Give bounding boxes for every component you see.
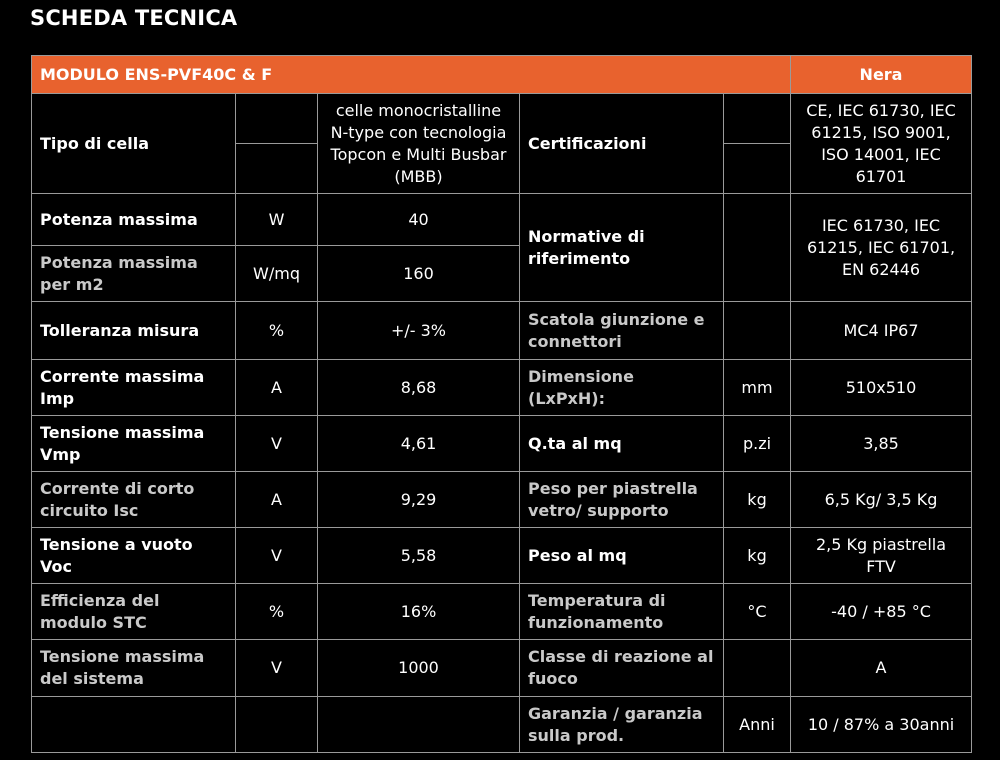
page-title: SCHEDA TECNICA [30,6,238,30]
table-row [32,528,972,584]
weight-per-m2-unit: kg [724,528,791,584]
dimension-value: 510x510 [791,360,972,416]
model-name: MODULO ENS-PVF40C & F [32,56,791,94]
efficiency-unit: % [236,584,318,640]
standards-label: Normative di riferimento [520,194,724,302]
standards-value: IEC 61730, IEC 61215, IEC 61701, EN 62446 [791,194,972,302]
max-current-label: Corrente massima Imp [32,360,236,416]
fire-class-unit [724,640,791,697]
table-row [32,584,972,640]
warranty-value: 10 / 87% a 30anni [791,697,972,753]
tile-weight-unit: kg [724,472,791,528]
empty-cell [236,697,318,753]
short-circuit-label: Corrente di corto circuito Isc [32,472,236,528]
certifications-value: CE, IEC 61730, IEC 61215, ISO 9001, ISO 14001, IEC 61701 [791,94,972,194]
system-voltage-value: 1000 [318,640,520,697]
fire-class-label: Classe di reazione al fuoco [520,640,724,697]
warranty-label: Garanzia / garanzia sulla prod. [520,697,724,753]
empty-cell [32,697,236,753]
system-voltage-label: Tensione massima del sistema [32,640,236,697]
warranty-unit: Anni [724,697,791,753]
power-per-m2-label: Potenza massima per m2 [32,246,236,302]
tolerance-unit: % [236,302,318,360]
fire-class-value: A [791,640,972,697]
empty-cell [318,697,520,753]
cell-type-unit [236,94,318,144]
open-voltage-value: 5,58 [318,528,520,584]
qty-per-m2-value: 3,85 [791,416,972,472]
weight-per-m2-value: 2,5 Kg piastrella FTV [791,528,972,584]
temperature-value: -40 / +85 °C [791,584,972,640]
standards-unit [724,194,791,302]
tolerance-label: Tolleranza misura [32,302,236,360]
table-row [32,302,972,360]
tile-weight-value: 6,5 Kg/ 3,5 Kg [791,472,972,528]
junction-box-label: Scatola giunzione e connettori [520,302,724,360]
cell-type-value: celle monocristalline N-type con tecnologia Topcon e Multi Busbar (MBB) [318,94,520,194]
power-per-m2-unit: W/mq [236,246,318,302]
max-voltage-unit: V [236,416,318,472]
table-row [32,640,972,697]
max-current-value: 8,68 [318,360,520,416]
dimension-unit: mm [724,360,791,416]
spec-table [31,55,972,753]
efficiency-label: Efficienza del modulo STC [32,584,236,640]
certifications-unit-2 [724,144,791,194]
table-header-row [32,56,972,94]
cell-type-label: Tipo di cella [32,94,236,194]
open-voltage-label: Tensione a vuoto Voc [32,528,236,584]
table-row [32,472,972,528]
table-row [32,194,972,246]
junction-box-unit [724,302,791,360]
dimension-label: Dimensione (LxPxH): [520,360,724,416]
junction-box-value: MC4 IP67 [791,302,972,360]
efficiency-value: 16% [318,584,520,640]
qty-per-m2-unit: p.zi [724,416,791,472]
max-power-label: Potenza massima [32,194,236,246]
system-voltage-unit: V [236,640,318,697]
short-circuit-value: 9,29 [318,472,520,528]
weight-per-m2-label: Peso al mq [520,528,724,584]
cell-type-unit-2 [236,144,318,194]
max-power-unit: W [236,194,318,246]
table-row [32,697,972,753]
max-voltage-label: Tensione massima Vmp [32,416,236,472]
open-voltage-unit: V [236,528,318,584]
qty-per-m2-label: Q.ta al mq [520,416,724,472]
temperature-unit: °C [724,584,791,640]
max-current-unit: A [236,360,318,416]
max-power-value: 40 [318,194,520,246]
table-row [32,94,972,144]
certifications-label: Certificazioni [520,94,724,194]
certifications-unit [724,94,791,144]
table-row [32,416,972,472]
max-voltage-value: 4,61 [318,416,520,472]
temperature-label: Temperatura di funzionamento [520,584,724,640]
short-circuit-unit: A [236,472,318,528]
tolerance-value: +/- 3% [318,302,520,360]
color-variant: Nera [791,56,972,94]
tile-weight-label: Peso per piastrella vetro/ supporto [520,472,724,528]
power-per-m2-value: 160 [318,246,520,302]
table-row [32,360,972,416]
